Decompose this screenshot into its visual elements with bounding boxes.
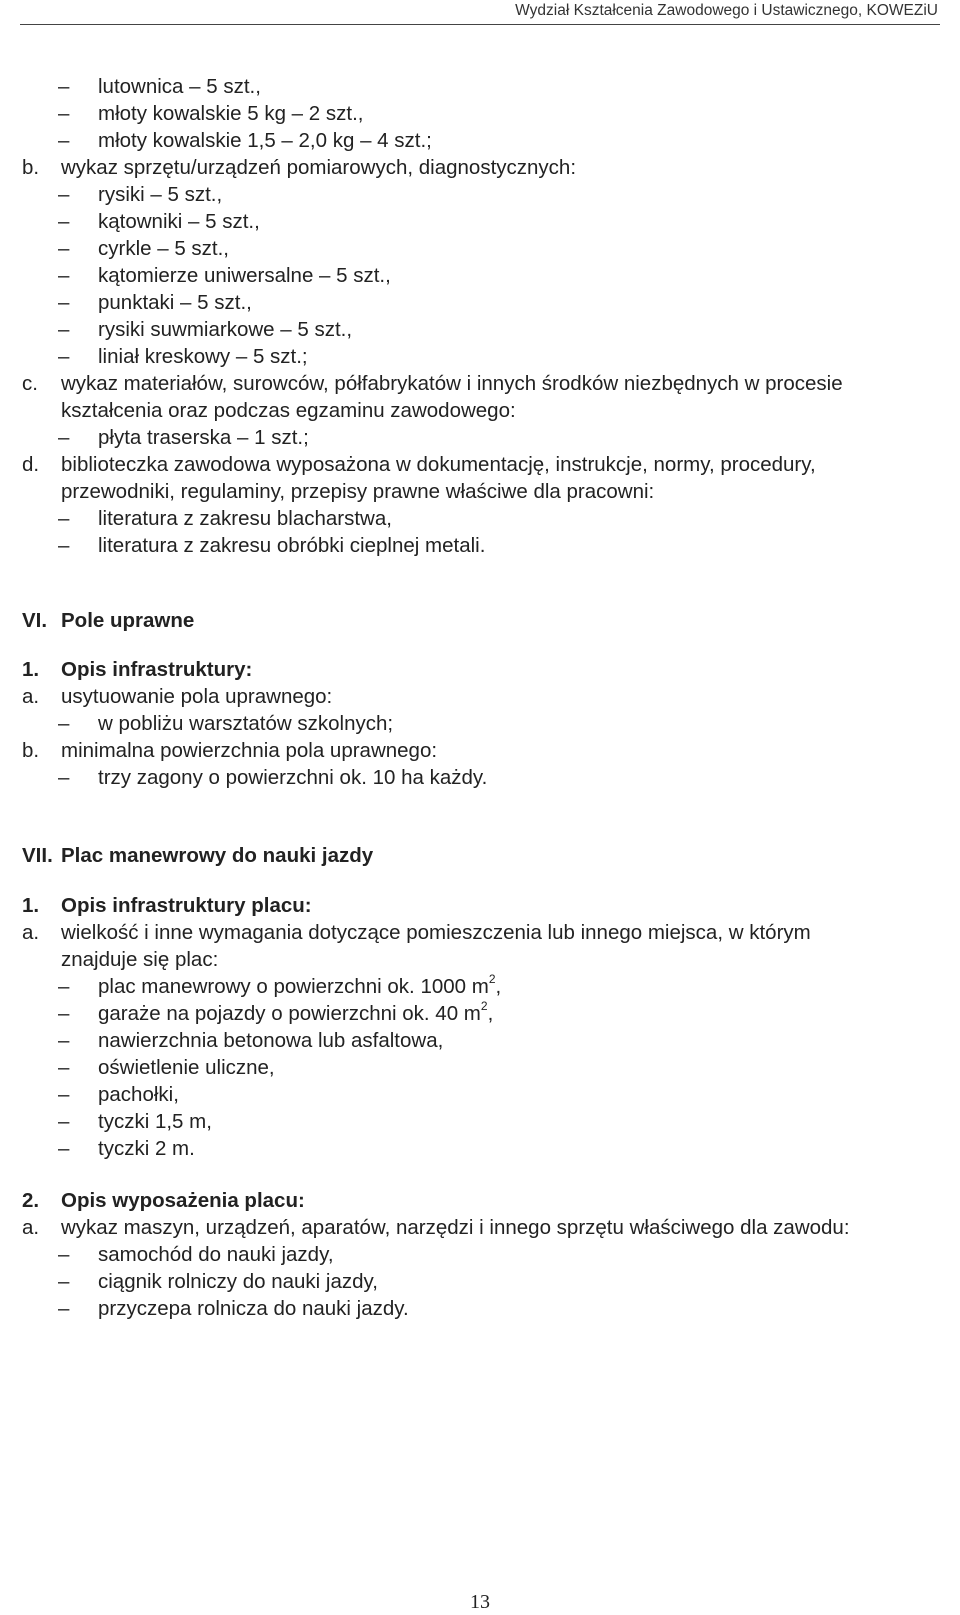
page-number: 13 xyxy=(470,1591,490,1613)
page-header xyxy=(0,0,960,27)
header-divider xyxy=(20,24,940,25)
header-title: Wydział Kształcenia Zawodowego i Ustawicznego, KOWEZiU xyxy=(515,2,938,19)
